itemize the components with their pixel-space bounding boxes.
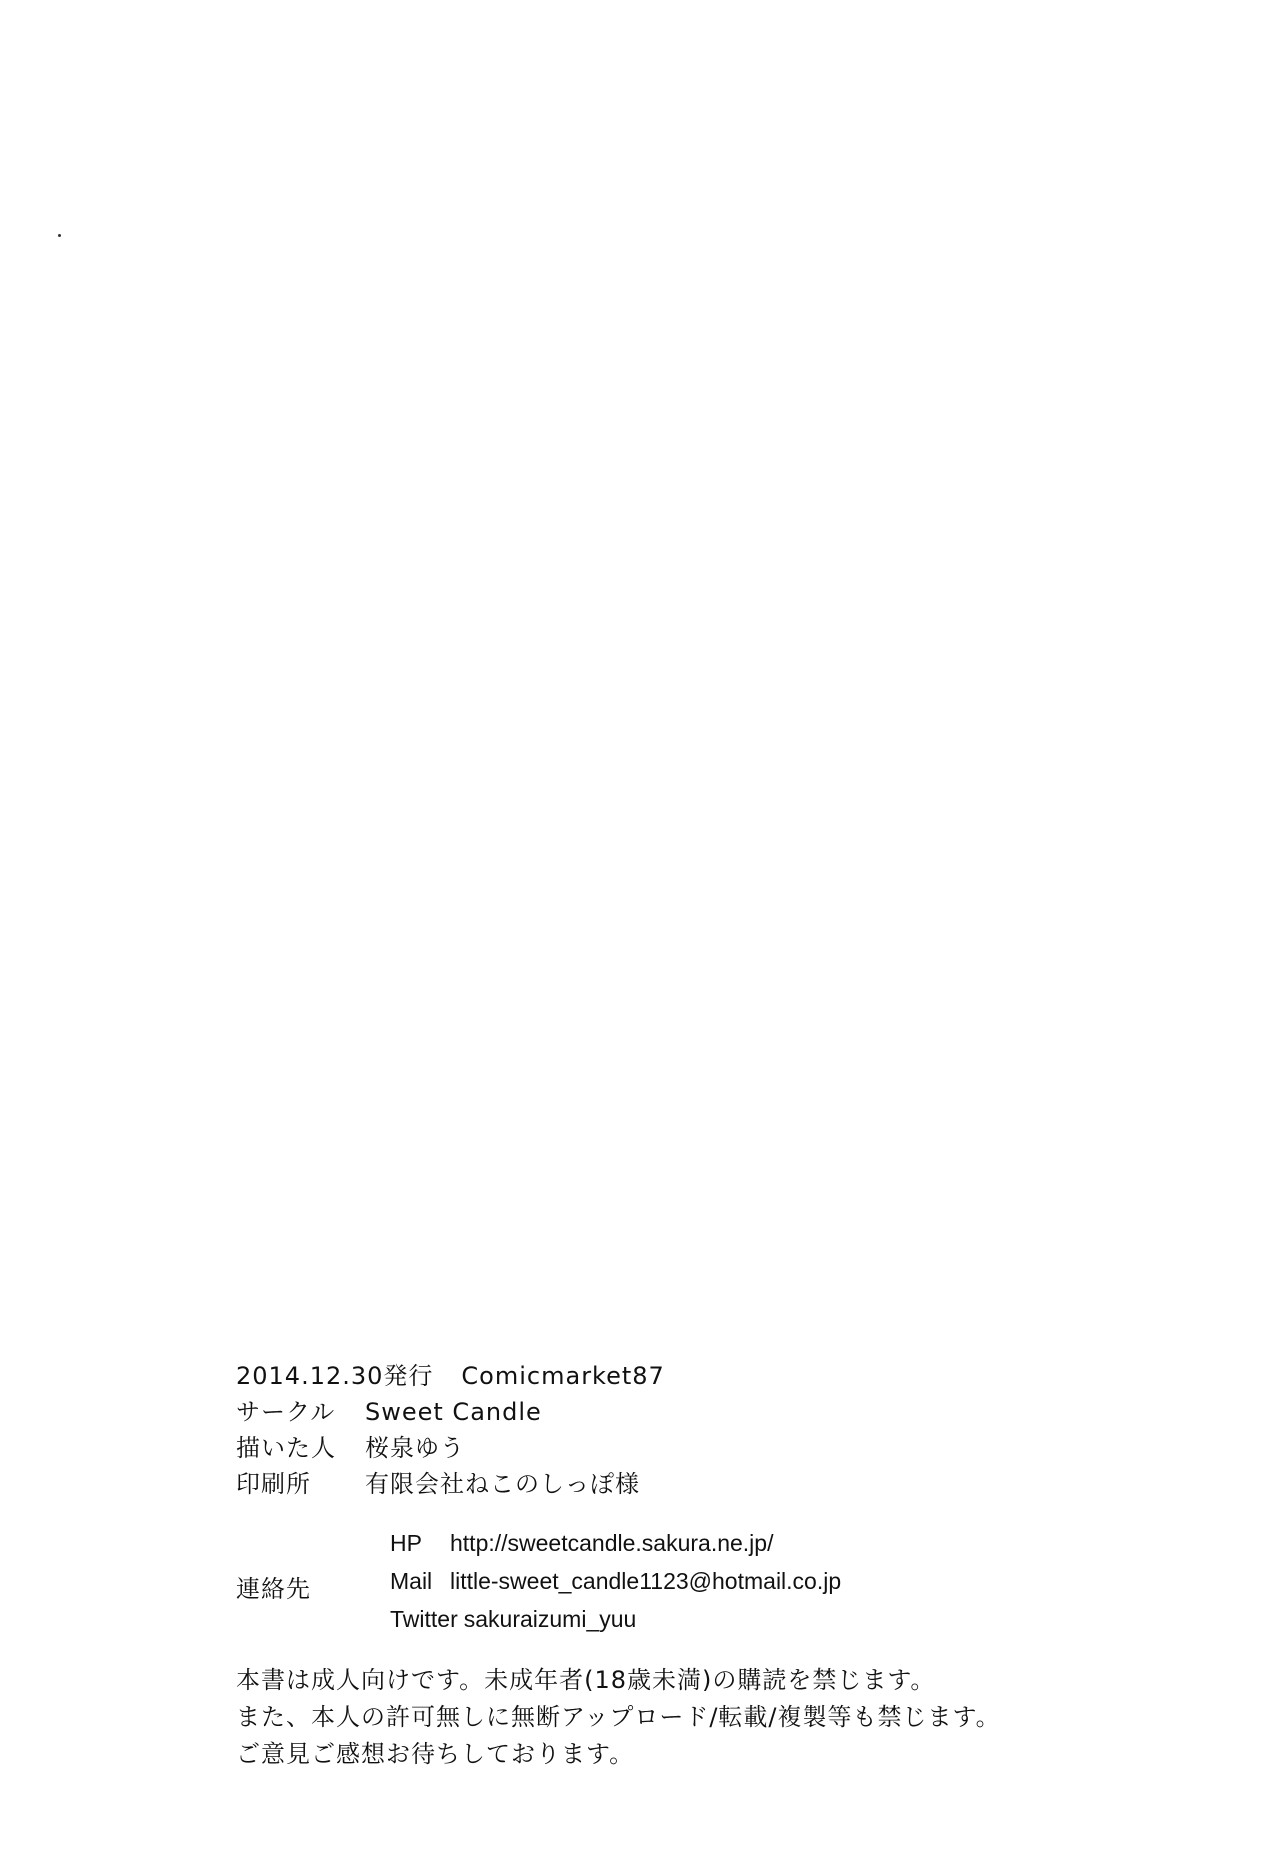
- hp-line: [390, 1524, 841, 1562]
- contact-label: 連絡先: [236, 1575, 311, 1603]
- circle-row: [236, 1392, 1236, 1428]
- notice-line-3: ご意見ご感想お待ちしております。: [236, 1740, 635, 1768]
- hp-url: http://sweetcandle.sakura.ne.jp/: [450, 1529, 774, 1556]
- circle-value: Sweet Candle: [365, 1398, 542, 1426]
- hp-label: HP: [390, 1529, 422, 1556]
- twitter-line: [390, 1600, 841, 1638]
- contact-lines: [390, 1524, 841, 1638]
- event-name: Comicmarket87: [461, 1362, 665, 1390]
- printer-label: 印刷所: [236, 1470, 311, 1498]
- printer-row: [236, 1464, 1236, 1500]
- mail-address: little-sweet_candle1123@hotmail.co.jp: [450, 1567, 842, 1594]
- notice-line-2: また、本人の許可無しに無断アップロード/転載/複製等も禁じます。: [236, 1703, 1001, 1731]
- mail-line: [390, 1562, 841, 1600]
- colophon: [236, 1356, 1236, 1771]
- artist-row: [236, 1428, 1236, 1464]
- artist-value: 桜泉ゆう: [365, 1434, 465, 1462]
- contact-block: [236, 1524, 1236, 1638]
- notice-line-1: 本書は成人向けです。未成年者(18歳未満)の購読を禁じます。: [236, 1666, 936, 1694]
- printer-value: 有限会社ねこのしっぽ様: [365, 1470, 640, 1498]
- stray-mark: [58, 234, 61, 237]
- circle-label: サークル: [236, 1398, 336, 1426]
- issue-row: [236, 1356, 1236, 1392]
- artist-label: 描いた人: [236, 1434, 336, 1462]
- mail-label: Mail: [390, 1567, 433, 1594]
- issue-date: 2014.12.30発行: [236, 1362, 434, 1390]
- twitter-label: Twitter: [390, 1605, 458, 1632]
- twitter-handle: sakuraizumi_yuu: [463, 1605, 637, 1632]
- notice-block: [236, 1660, 1236, 1771]
